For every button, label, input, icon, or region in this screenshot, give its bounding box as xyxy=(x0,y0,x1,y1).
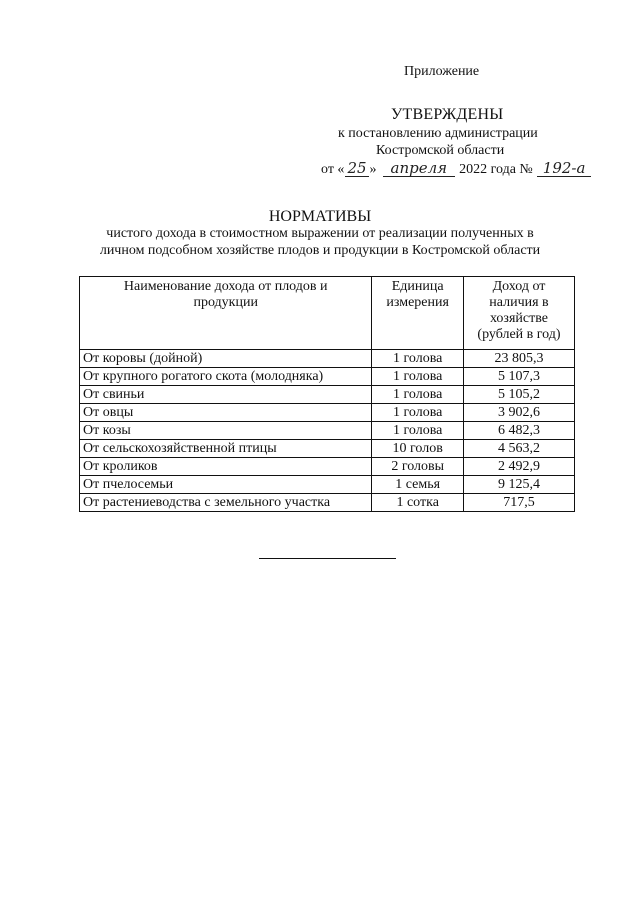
table-row xyxy=(80,440,575,458)
cell-unit: 1 сотка xyxy=(372,494,464,512)
cell-name: От козы xyxy=(80,422,372,440)
cell-unit: 1 семья xyxy=(372,476,464,494)
cell-income: 5 107,3 xyxy=(463,368,574,386)
cell-unit: 1 голова xyxy=(372,422,464,440)
cell-unit: 1 голова xyxy=(372,350,464,368)
date-mid: » xyxy=(369,162,377,177)
column-header-income: Доход от наличия в хозяйстве (рублей в год) xyxy=(463,277,574,350)
cell-unit: 10 голов xyxy=(372,440,464,458)
cell-income: 3 902,6 xyxy=(463,404,574,422)
cell-income: 5 105,2 xyxy=(463,386,574,404)
subtitle-line-2: личном подсобном хозяйстве плодов и продукции в Костромской области xyxy=(99,243,541,258)
decree-line-2: Костромской области xyxy=(376,143,505,158)
handwritten-month: апреля xyxy=(383,160,456,177)
cell-unit: 1 голова xyxy=(372,368,464,386)
cell-name: От коровы (дойной) xyxy=(80,350,372,368)
table-row xyxy=(80,350,575,368)
table-row xyxy=(80,404,575,422)
norms-table xyxy=(79,276,575,512)
cell-income: 6 482,3 xyxy=(463,422,574,440)
cell-name: От кроликов xyxy=(80,458,372,476)
table-row xyxy=(80,476,575,494)
column-header-unit: Единица измерения xyxy=(372,277,464,350)
column-header-name: Наименование дохода от плодов и продукции xyxy=(80,277,372,350)
cell-unit: 1 голова xyxy=(372,404,464,422)
table-row xyxy=(80,386,575,404)
approved-heading: УТВЕРЖДЕНЫ xyxy=(391,106,504,123)
handwritten-number: 192-а xyxy=(537,160,592,177)
date-year-text: 2022 года № xyxy=(459,162,533,177)
decree-date-line xyxy=(321,160,591,178)
closing-rule xyxy=(259,558,396,559)
appendix-label: Приложение xyxy=(404,64,480,79)
cell-name: От пчелосемьи xyxy=(80,476,372,494)
cell-name: От растениеводства с земельного участка xyxy=(80,494,372,512)
table-header-row xyxy=(80,277,575,350)
cell-unit: 1 голова xyxy=(372,386,464,404)
cell-unit: 2 головы xyxy=(372,458,464,476)
table-row xyxy=(80,458,575,476)
cell-income: 23 805,3 xyxy=(463,350,574,368)
cell-name: От крупного рогатого скота (молодняка) xyxy=(80,368,372,386)
cell-income: 9 125,4 xyxy=(463,476,574,494)
decree-line-1: к постановлению администрации xyxy=(338,126,538,141)
cell-income: 4 563,2 xyxy=(463,440,574,458)
document-title: НОРМАТИВЫ xyxy=(268,208,372,225)
cell-income: 717,5 xyxy=(463,494,574,512)
table-row xyxy=(80,368,575,386)
cell-name: От свиньи xyxy=(80,386,372,404)
date-prefix: от « xyxy=(321,162,345,177)
subtitle-line-1: чистого дохода в стоимостном выражении от реализации полученных в xyxy=(106,226,534,241)
cell-income: 2 492,9 xyxy=(463,458,574,476)
cell-name: От овцы xyxy=(80,404,372,422)
cell-name: От сельскохозяйственной птицы xyxy=(80,440,372,458)
table-row xyxy=(80,494,575,512)
table-row xyxy=(80,422,575,440)
handwritten-day: 25 xyxy=(347,159,367,177)
